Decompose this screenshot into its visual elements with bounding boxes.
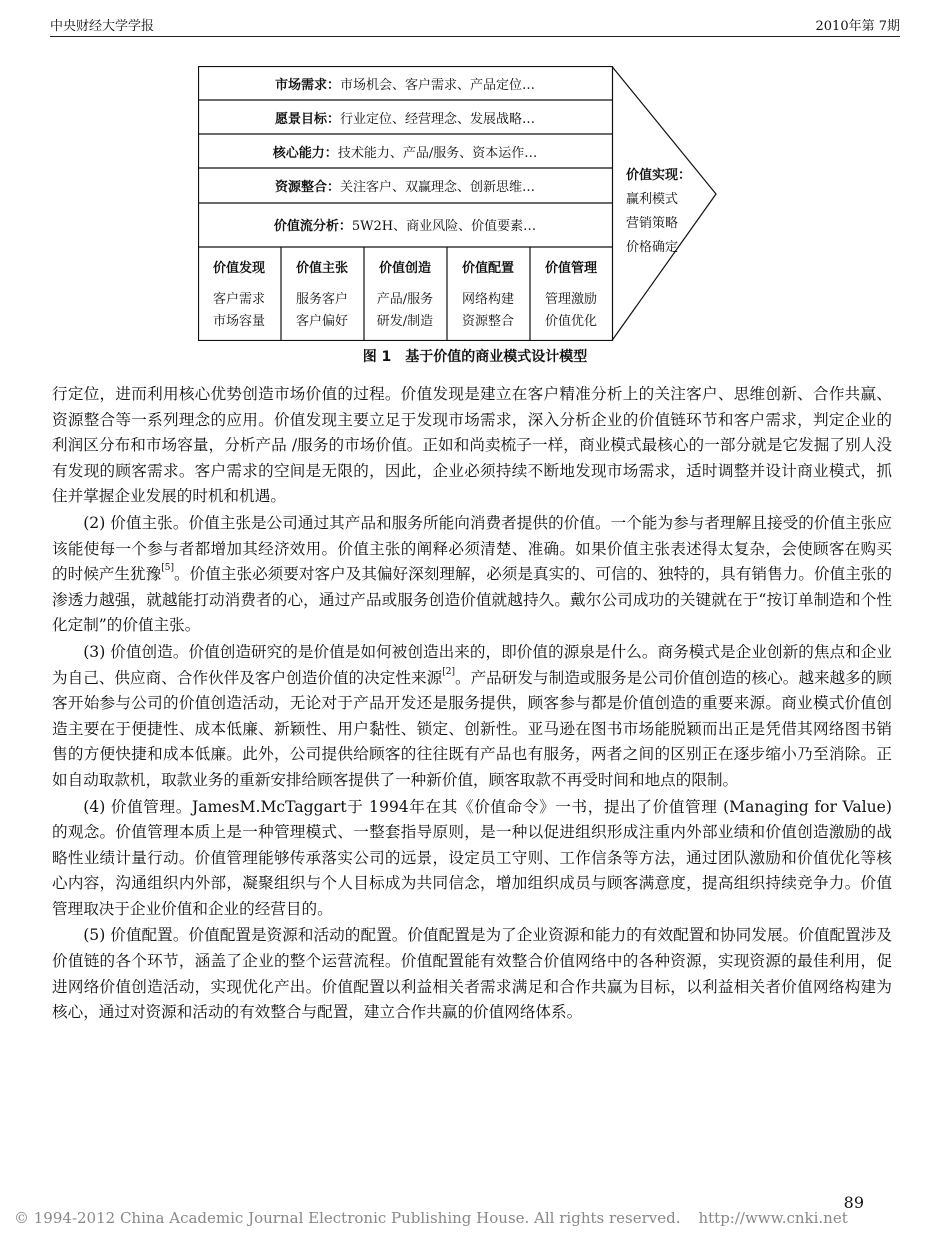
citation: [5] (161, 563, 175, 574)
column-body: 管理激励 价值优化 (544, 292, 597, 329)
paragraph: 行定位，进而利用核心优势创造市场价值的过程。价值发现是建立在客户精准分析上的关注客户、思维创新、合作共赢、资源整合等一系列理念的应用。价值发现主要立足于发现市场需求，深入分析企业的价值链环节和客户需求，判定企业的利润区分布和市场容量，分析产品 /服务的市场价值。正如和尚卖梳子一样，商业模式最核心的一部分就是它发掘了别人没有发现的顾客需求。客户需求的空间是无限的，因此，企业必须持续不断地发现市场需求，适时调整并设计商业模式，抓住并掌握企业发展的时机和机遇。 (52, 385, 892, 506)
column-body: 客户需求 市场容量 (212, 292, 265, 329)
figure-row: 价值流分析： 5W2H、商业风险、价值要素… (273, 219, 537, 234)
column-body: 服务客户 客户偏好 (295, 292, 348, 329)
column-title: 价值创造 (378, 261, 431, 276)
citation: [2] (442, 666, 455, 677)
issue-number: 2010年第 7期 (815, 19, 900, 34)
figure-caption: 图 1 基于价值的商业模式设计模型 (362, 349, 588, 365)
column-body: 产品/服务 研发/制造 (376, 292, 434, 329)
figure-row: 核心能力： 技术能力、产品/服务、资本运作… (272, 146, 538, 161)
paragraph: (3) 价值创造。价值创造研究的是价值是如何被创造出来的，即价值的源泉是什么。商务模式是企业创新的焦点和企业为自己、供应商、合作伙伴及客户创造价值的决定性来源[2]。产品研发与制造或服务是公司价值创造的核心。越来越多的顾客开始参与公司的价值创造活动，无论对于产品开发还是服务提供，顾客参与都是价值创造的重要来源。商业模式价值创造主要在于便捷性、成本低廉、新颖性、用户黏性、锁定、创新性。亚马逊在图书市场能脱颖而出正是凭借其网络图书销售的方便快捷和成本低廉。此外，公司提供给顾客的往往既有产品也有服务，两者之间的区别正在逐步缩小乃至消除。正如自动取款机，取款业务的重新安排给顾客提供了一种新价值，顾客取款不再受时间和地点的限制。 (52, 642, 892, 789)
paragraph: (2) 价值主张。价值主张是公司通过其产品和服务所能向消费者提供的价值。一个能为参与者理解且接受的价值主张应该能使每一个参与者都增加其经济效用。价值主张的阐释必须清楚、准确。如果价值主张表述得太复杂，会使顾客在购买的时候产生犹豫[5]。价值主张必须要对客户及其偏好深刻理解，必须是真实的、可信的、独特的，具有销售力。价值主张的渗透力越强，就越能打动消费者的心，通过产品或服务创造价值就越持久。戴尔公司成功的关键就在于“按订单制造和个性化定制”的价值主张。 (52, 513, 892, 635)
column-body: 网络构建 资源整合 (461, 292, 514, 329)
figure-row: 资源整合： 关注客户、双赢理念、创新思维… (274, 180, 536, 195)
column-title: 价值管理 (544, 261, 597, 276)
figure-row: 市场需求： 市场机会、客户需求、产品定位… (274, 78, 536, 93)
paragraph: (5) 价值配置。价值配置是资源和活动的配置。价值配置是为了企业资源和能力的有效配置和协同发展。价值配置涉及价值链的各个环节，涵盖了企业的整个运营流程。价值配置能有效整合价值网络中的各种资源，实现资源的最佳利用，促进网络价值创造活动，实现优化产出。价值配置以利益相关者需求满足和合作共赢为目标，以利益相关者价值网络构建为核心，通过对资源和活动的有效整合与配置，建立合作共赢的价值网络体系。 (52, 926, 892, 1022)
copyright-footer (14, 1209, 848, 1227)
body-text (52, 382, 892, 1027)
business-model-figure (198, 66, 718, 341)
value-realization: 价值实现： 赢利模式 营销策略 价格确定 (626, 168, 692, 255)
paragraph: (4) 价值管理。JamesM.McTaggart于 1994年在其《价值命令》一书，提出了价值管理 (Managing for Value) 的观念。价值管理本质上是一种管理模式、一整套指导原则，是一种以促进组织形成注重内外部业绩和价值创造激励的战略性业绩计量行动。价值管理能够传承落实公司的远景，设定员工守则、工作信条等方法，通过团队激励和价值优化等核心内容，沟通组织内外部，凝聚组织与个人目标成为共同信念，增加组织成员与顾客满意度，提高组织持续竞争力。价值管理取决于企业价值和企业的经营目的。 (52, 797, 892, 918)
journal-name: 中央财经大学学报 (50, 19, 155, 34)
column-title: 价值主张 (295, 261, 348, 276)
page-number: 89 (843, 1193, 864, 1212)
copyright-text: © 1994-2012 China Academic Journal Electronic Publishing House. All rights reserved. (14, 1209, 681, 1227)
running-header (50, 12, 900, 37)
footer-url: http://www.cnki.net (698, 1209, 848, 1227)
column-title: 价值发现 (212, 261, 265, 276)
column-title: 价值配置 (461, 261, 514, 276)
figure-row: 愿景目标： 行业定位、经营理念、发展战略… (274, 112, 536, 127)
